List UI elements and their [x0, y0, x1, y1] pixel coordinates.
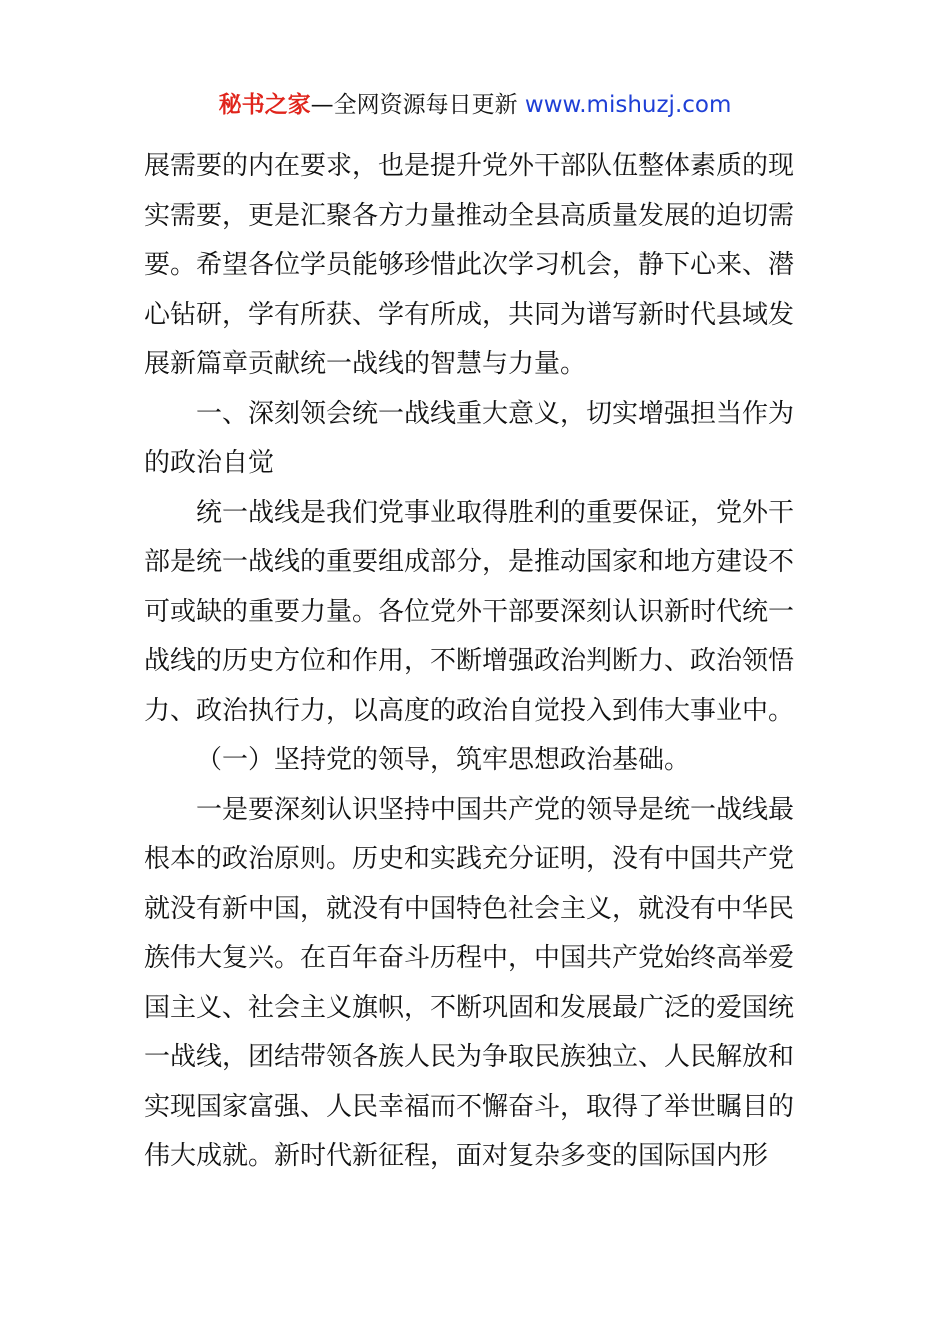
text-line: 实需要，更是汇聚各方力量推动全县高质量发展的迫切需: [144, 200, 795, 231]
text-line: 可或缺的重要力量。各位党外干部要深刻认识新时代统一: [144, 596, 795, 627]
text-line: 要。希望各位学员能够珍惜此次学习机会，静下心来、潜: [144, 250, 795, 280]
text-line: 就没有新中国，就没有中国特色社会主义，就没有中华民: [144, 893, 795, 924]
text-line: 展新篇章贡献统一战线的智慧与力量。: [144, 349, 587, 379]
header-tagline: —全网资源每日更新: [310, 92, 518, 118]
document-body: [144, 142, 824, 1182]
text-line: 的政治自觉: [144, 448, 275, 478]
text-line: 一、深刻领会统一战线重大意义，切实增强担当作为: [196, 398, 795, 429]
text-line: 族伟大复兴。在百年奋斗历程中，中国共产党始终高举爱: [144, 943, 795, 973]
text-line: 一是要深刻认识坚持中国共产党的领导是统一战线最: [196, 794, 795, 825]
text-line: 一战线，团结带领各族人民为争取民族独立、人民解放和: [144, 1042, 795, 1072]
text-line: 部是统一战线的重要组成部分，是推动国家和地方建设不: [144, 547, 795, 577]
text-line: 战线的历史方位和作用，不断增强政治判断力、政治领悟: [144, 646, 795, 676]
text-line: 根本的政治原则。历史和实践充分证明，没有中国共产党: [144, 844, 795, 874]
text-line: 展需要的内在要求，也是提升党外干部队伍整体素质的现: [144, 151, 795, 181]
text-line: 统一战线是我们党事业取得胜利的重要保证，党外干: [196, 497, 795, 528]
text-line: 伟大成就。新时代新征程，面对复杂多变的国际国内形: [144, 1141, 769, 1171]
page-header: [0, 88, 950, 122]
text-line: 力、政治执行力，以高度的政治自觉投入到伟大事业中。: [144, 695, 795, 726]
text-line: 实现国家富强、人民幸福而不懈奋斗，取得了举世瞩目的: [144, 1091, 795, 1122]
header-url-link[interactable]: www.mishuzj.com: [524, 92, 732, 118]
text-line: 国主义、社会主义旗帜，不断巩固和发展最广泛的爱国统: [144, 992, 795, 1023]
brand-name: 秘书之家: [218, 92, 311, 118]
text-line: 心钻研，学有所获、学有所成，共同为谱写新时代县域发: [144, 299, 795, 330]
text-line: （一）坚持党的领导，筑牢思想政治基础。: [196, 745, 691, 775]
